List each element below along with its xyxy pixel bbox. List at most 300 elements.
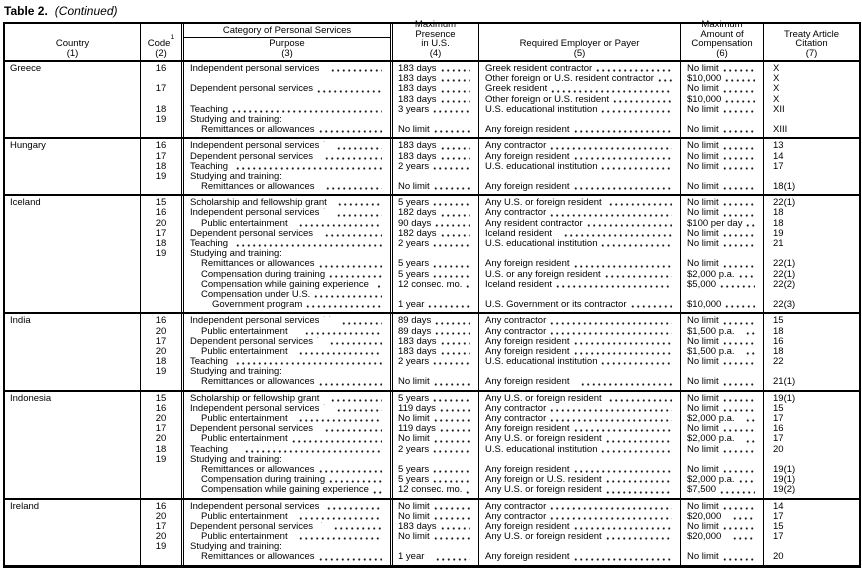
table-cell-line: 183 days bbox=[393, 141, 478, 151]
table-cell-line: Any contractor bbox=[479, 327, 680, 337]
country-spacer bbox=[5, 172, 140, 182]
column-purpose bbox=[184, 62, 393, 137]
table-cell-line: No limit bbox=[681, 394, 763, 404]
table-cell-line: Greek resident contractor bbox=[479, 64, 680, 74]
table-cell-line: 17 bbox=[773, 414, 784, 424]
dot-leader bbox=[439, 404, 470, 413]
country-spacer bbox=[5, 404, 140, 414]
dot-leader bbox=[612, 95, 672, 104]
table-cell-line: 17 bbox=[773, 511, 784, 522]
dot-leader bbox=[433, 502, 470, 511]
table-cell-line: Any foreign resident bbox=[479, 152, 680, 162]
column-code bbox=[141, 196, 184, 312]
dot-leader bbox=[732, 532, 755, 541]
dot-leader bbox=[745, 219, 755, 228]
code-value bbox=[141, 552, 181, 562]
table-cell-line: No limit bbox=[393, 512, 478, 522]
table-cell-line: 17 bbox=[773, 161, 784, 172]
code-value: 17 bbox=[155, 228, 167, 239]
table-cell-line: Public entertainment bbox=[184, 327, 390, 337]
country-spacer bbox=[5, 105, 140, 115]
table-cell-line: U.S. educational institution bbox=[479, 162, 680, 172]
table-cell-line: Any foreign resident bbox=[479, 337, 680, 347]
table-cell-line bbox=[764, 115, 859, 125]
column-compensation bbox=[681, 139, 764, 194]
code-value bbox=[141, 290, 181, 300]
country-spacer bbox=[5, 84, 140, 94]
header-label-line: (6) bbox=[716, 47, 728, 59]
dot-leader bbox=[722, 229, 755, 238]
table-cell-line: U.S. educational institution bbox=[479, 239, 680, 249]
table-cell-line bbox=[681, 115, 763, 125]
dot-leader bbox=[433, 532, 470, 541]
header-label-line: Maximum bbox=[414, 19, 457, 31]
table-cell-line: 21(1) bbox=[773, 377, 796, 388]
dot-leader bbox=[440, 152, 470, 161]
dot-leader bbox=[432, 475, 470, 484]
column-code bbox=[141, 139, 184, 194]
dot-leader bbox=[440, 208, 470, 217]
dot-leader bbox=[732, 512, 755, 521]
code-value: 19 bbox=[155, 454, 167, 465]
table-cell-line: 22(1) bbox=[773, 198, 796, 209]
dot-leader bbox=[605, 532, 672, 541]
header-label-line: (2) bbox=[155, 47, 167, 59]
dot-leader bbox=[722, 64, 755, 73]
table-cell-line: 183 days bbox=[393, 522, 478, 532]
table-cell-line: Any contractor bbox=[479, 512, 680, 522]
dot-leader bbox=[432, 162, 470, 171]
code-value: 16 bbox=[155, 64, 167, 74]
dot-leader bbox=[333, 522, 382, 531]
header-label-line: Treaty Article bbox=[783, 28, 840, 40]
table-cell-line: 14 bbox=[773, 501, 784, 512]
country-spacer bbox=[5, 115, 140, 125]
dot-leader bbox=[722, 152, 755, 161]
dot-leader bbox=[433, 434, 470, 443]
country-spacer bbox=[5, 512, 140, 522]
dot-leader bbox=[719, 280, 755, 289]
code-value bbox=[141, 74, 181, 84]
country-spacer bbox=[5, 239, 140, 249]
table-cell-line: $7,500 bbox=[681, 485, 763, 495]
column-compensation bbox=[681, 314, 764, 389]
dot-leader bbox=[440, 95, 470, 104]
table-cell-line: No limit bbox=[681, 84, 763, 94]
table-cell-line: Iceland resident bbox=[479, 229, 680, 239]
table-cell-line: XII bbox=[773, 104, 785, 115]
country-spacer bbox=[5, 208, 140, 218]
country-spacer bbox=[5, 485, 140, 495]
table-cell-line bbox=[764, 249, 859, 259]
country-spacer bbox=[5, 377, 140, 387]
dot-leader bbox=[745, 434, 755, 443]
column-employer bbox=[479, 392, 681, 498]
dot-leader bbox=[657, 74, 672, 83]
dot-leader bbox=[326, 502, 382, 511]
table-cell-line: U.S. Government or its contractor bbox=[479, 300, 680, 310]
dot-leader bbox=[324, 152, 382, 161]
code-value: 18 bbox=[155, 104, 167, 115]
dot-leader bbox=[328, 270, 382, 279]
table-cell-line bbox=[479, 290, 680, 300]
table-cell-line: No limit bbox=[681, 64, 763, 74]
country-spacer bbox=[5, 152, 140, 162]
dot-leader bbox=[376, 280, 382, 289]
table-cell-line: 12 consec. mo. bbox=[393, 280, 478, 290]
table-cell-line: 5 years bbox=[393, 465, 478, 475]
column-presence bbox=[393, 62, 479, 137]
table-cell-line: Any U.S. or foreign resident bbox=[479, 532, 680, 542]
country-spacer bbox=[5, 455, 140, 465]
country-block bbox=[5, 312, 859, 389]
dot-leader bbox=[432, 198, 470, 207]
code-value bbox=[141, 485, 181, 495]
table-cell-line: 1 year bbox=[393, 300, 478, 310]
dot-leader bbox=[722, 259, 755, 268]
header-code bbox=[141, 24, 184, 60]
dot-leader bbox=[440, 522, 470, 531]
country-spacer bbox=[5, 290, 140, 300]
table-cell-line: Studying and training: bbox=[190, 114, 282, 125]
dot-leader bbox=[465, 485, 470, 494]
table-cell-line: No limit bbox=[681, 229, 763, 239]
dot-leader bbox=[330, 394, 382, 403]
country-spacer bbox=[5, 475, 140, 485]
table-cell-line: Any foreign resident bbox=[479, 377, 680, 387]
table-cell-line bbox=[681, 455, 763, 465]
dot-leader bbox=[605, 485, 672, 494]
table-cell-line: 12 consec. mo. bbox=[393, 485, 478, 495]
dot-leader bbox=[298, 219, 382, 228]
dot-leader bbox=[298, 532, 382, 541]
table-cell-line: 2 years bbox=[393, 162, 478, 172]
table-cell-line bbox=[764, 172, 859, 182]
country-spacer bbox=[5, 182, 140, 192]
code-value: 20 bbox=[155, 511, 167, 522]
table-cell-line: Other foreign or U.S. resident contractor bbox=[479, 74, 680, 84]
table-cell-line: No limit bbox=[681, 198, 763, 208]
table-cell-line: 2 years bbox=[393, 239, 478, 249]
table-cell-line: Any contractor bbox=[479, 502, 680, 512]
country-name: Iceland bbox=[10, 198, 41, 209]
code-value: 20 bbox=[155, 346, 167, 357]
table-cell-line: 14 bbox=[773, 151, 784, 162]
table-cell-line: 183 days bbox=[393, 152, 478, 162]
dot-leader bbox=[722, 162, 755, 171]
table-cell-line: Government program bbox=[184, 300, 390, 310]
code-value: 17 bbox=[155, 424, 167, 435]
table-cell-line: $10,000 bbox=[681, 300, 763, 310]
table-cell-line: XIII bbox=[773, 125, 788, 136]
table-cell-line: U.S. educational institution bbox=[479, 445, 680, 455]
table-cell-line: Any U.S. or foreign resident bbox=[479, 485, 680, 495]
table-body bbox=[5, 62, 859, 565]
code-value bbox=[141, 475, 181, 485]
dot-leader bbox=[605, 475, 672, 484]
table-cell-line: 5 years bbox=[393, 394, 478, 404]
table-cell-line: No limit bbox=[393, 377, 478, 387]
dot-leader bbox=[549, 327, 672, 336]
dot-leader bbox=[573, 337, 673, 346]
dot-leader bbox=[440, 141, 470, 150]
table-cell-line: 19(2) bbox=[773, 485, 796, 496]
dot-leader bbox=[440, 84, 470, 93]
table-cell-line: 2 years bbox=[393, 357, 478, 367]
table-cell-line: Teaching bbox=[184, 105, 390, 115]
table-cell-line: Greek resident bbox=[479, 84, 680, 94]
table-cell-line: 19(1) bbox=[773, 475, 796, 486]
table-cell-line: 5 years bbox=[393, 259, 478, 269]
dot-leader bbox=[719, 485, 755, 494]
dot-leader bbox=[434, 316, 470, 325]
dot-leader bbox=[244, 445, 382, 454]
code-value: 19 bbox=[155, 114, 167, 125]
dot-leader bbox=[722, 141, 755, 150]
table-cell-line: $1,500 p.a. bbox=[681, 347, 763, 357]
column-country bbox=[5, 139, 141, 194]
dot-leader bbox=[600, 357, 672, 366]
dot-leader bbox=[573, 259, 673, 268]
dot-leader bbox=[372, 485, 382, 494]
table-cell-line: 89 days bbox=[393, 327, 478, 337]
table-cell-line: 119 days bbox=[393, 424, 478, 434]
table-cell-line: No limit bbox=[681, 259, 763, 269]
dot-leader bbox=[722, 198, 755, 207]
code-value: 20 bbox=[155, 434, 167, 445]
table-cell-line: No limit bbox=[681, 162, 763, 172]
country-spacer bbox=[5, 95, 140, 105]
table-cell-line: Independent personal services bbox=[184, 141, 390, 151]
dot-leader bbox=[433, 512, 470, 521]
table-cell-line bbox=[393, 249, 478, 259]
header-maximum-compensation bbox=[681, 19, 764, 60]
table-cell-line: Independent personal services bbox=[184, 64, 390, 74]
table-cell-line bbox=[479, 455, 680, 465]
column-purpose bbox=[184, 392, 393, 498]
table-cell-line: 16 bbox=[773, 424, 784, 435]
country-spacer bbox=[5, 434, 140, 444]
dot-leader bbox=[235, 357, 382, 366]
header-label-line: Compensation bbox=[691, 38, 753, 50]
table-title-number: Table 2. bbox=[4, 4, 48, 18]
country-spacer bbox=[5, 465, 140, 475]
country-spacer bbox=[5, 424, 140, 434]
column-treaty bbox=[764, 139, 859, 194]
table-cell-line: No limit bbox=[681, 337, 763, 347]
dot-leader bbox=[738, 475, 755, 484]
table-cell-line: Dependent personal services bbox=[184, 337, 390, 347]
dot-leader bbox=[291, 434, 382, 443]
header-label-line: Purpose bbox=[269, 38, 305, 50]
country-spacer bbox=[5, 327, 140, 337]
table-cell-line bbox=[681, 172, 763, 182]
dot-leader bbox=[722, 84, 755, 93]
table-cell-line: 183 days bbox=[393, 64, 478, 74]
table-cell-line: No limit bbox=[393, 434, 478, 444]
dot-leader bbox=[549, 208, 672, 217]
header-label-line: Required Employer or Payer bbox=[519, 38, 640, 50]
header-purpose bbox=[184, 38, 390, 60]
header-required-employer bbox=[479, 24, 681, 60]
code-value: 20 bbox=[155, 218, 167, 229]
dot-leader bbox=[298, 347, 382, 356]
header-country bbox=[5, 24, 141, 60]
table-cell-line: 17 bbox=[773, 434, 784, 445]
table-cell-line: U.S. educational institution bbox=[479, 105, 680, 115]
table-cell-line: Any foreign resident bbox=[479, 424, 680, 434]
dot-leader bbox=[722, 208, 755, 217]
dot-leader bbox=[432, 105, 470, 114]
table-cell-line: Public entertainment bbox=[184, 532, 390, 542]
dot-leader bbox=[604, 270, 672, 279]
table-header-row bbox=[5, 19, 859, 62]
dot-leader bbox=[722, 424, 755, 433]
dot-leader bbox=[580, 377, 672, 386]
header-category-of-personal-services bbox=[184, 24, 393, 60]
header-category-group-label: Category of Personal Services bbox=[184, 24, 390, 38]
table-cell-line: Studying and training: bbox=[190, 249, 282, 260]
code-value: 19 bbox=[155, 367, 167, 378]
table-cell-line: Dependent personal services bbox=[184, 522, 390, 532]
table-cell-line: 18 bbox=[773, 218, 784, 229]
country-name: Hungary bbox=[10, 141, 46, 152]
code-value: 17 bbox=[155, 151, 167, 162]
header-label-line: Code$^1$ bbox=[147, 34, 175, 50]
table-cell-line: $10,000 bbox=[681, 95, 763, 105]
dot-leader bbox=[325, 182, 382, 191]
table-cell-line: Studying and training: bbox=[190, 367, 282, 378]
table-cell-line: 19(1) bbox=[773, 393, 796, 404]
column-country bbox=[5, 314, 141, 389]
table-cell-line: 17 bbox=[773, 532, 784, 543]
dot-leader bbox=[235, 239, 382, 248]
dot-leader bbox=[722, 522, 755, 531]
table-cell-line: 89 days bbox=[393, 316, 478, 326]
country-spacer bbox=[5, 532, 140, 542]
table-cell-line: Any contractor bbox=[479, 141, 680, 151]
dot-leader bbox=[722, 394, 755, 403]
table-cell-line: Remittances or allowances bbox=[184, 259, 390, 269]
dot-leader bbox=[722, 125, 755, 134]
dot-leader bbox=[432, 259, 470, 268]
dot-leader bbox=[605, 434, 672, 443]
dot-leader bbox=[440, 229, 470, 238]
dot-leader bbox=[722, 502, 755, 511]
column-country bbox=[5, 392, 141, 498]
table-cell-line: 5 years bbox=[393, 475, 478, 485]
dot-leader bbox=[573, 152, 673, 161]
dot-leader bbox=[549, 316, 672, 325]
table-cell-line bbox=[681, 249, 763, 259]
table-cell-line: Dependent personal services bbox=[184, 84, 390, 94]
dot-leader bbox=[745, 414, 755, 423]
table-cell-line: 119 days bbox=[393, 404, 478, 414]
header-label-line: (4) bbox=[429, 47, 442, 59]
table-cell-line: Any contractor bbox=[479, 208, 680, 218]
dot-leader bbox=[549, 512, 672, 521]
table-cell-line: U.S. or any foreign resident bbox=[479, 270, 680, 280]
country-spacer bbox=[5, 259, 140, 269]
dot-leader bbox=[305, 300, 382, 309]
dot-leader bbox=[318, 465, 382, 474]
dot-leader bbox=[440, 337, 470, 346]
column-presence bbox=[393, 392, 479, 498]
table-cell-line bbox=[764, 367, 859, 377]
table-cell-line bbox=[393, 115, 478, 125]
country-spacer bbox=[5, 414, 140, 424]
dot-leader bbox=[549, 414, 672, 423]
column-code bbox=[141, 314, 184, 389]
column-purpose bbox=[184, 139, 393, 194]
dot-leader bbox=[427, 300, 470, 309]
table-cell-line: Compensation during training bbox=[184, 475, 390, 485]
table-cell-line bbox=[681, 367, 763, 377]
dot-leader bbox=[433, 182, 470, 191]
table-cell-line: No limit bbox=[681, 552, 763, 562]
table-cell-line: 183 days bbox=[393, 347, 478, 357]
dot-leader bbox=[722, 357, 755, 366]
table-cell-line: $2,000 p.a. bbox=[681, 414, 763, 424]
table-cell-line: Any foreign or U.S. resident bbox=[479, 475, 680, 485]
dot-leader bbox=[298, 414, 382, 423]
table-cell-line: 5 years bbox=[393, 270, 478, 280]
code-value bbox=[141, 125, 181, 135]
code-value bbox=[141, 300, 181, 310]
country-spacer bbox=[5, 74, 140, 84]
table-cell-line: Independent personal services bbox=[184, 404, 390, 414]
country-block bbox=[5, 390, 859, 498]
header-treaty-article bbox=[764, 24, 859, 60]
table-cell-line: Iceland resident bbox=[479, 280, 680, 290]
dot-leader bbox=[330, 64, 382, 73]
code-value: 17 bbox=[155, 84, 167, 95]
table-cell-line: Any contractor bbox=[479, 316, 680, 326]
table-cell-line: 22(1) bbox=[773, 259, 796, 270]
country-spacer bbox=[5, 280, 140, 290]
table-cell-line: No limit bbox=[681, 445, 763, 455]
table-cell-line: Dependent personal services bbox=[184, 424, 390, 434]
code-value: 16 bbox=[155, 501, 167, 512]
table-cell-line: Dependent personal services bbox=[184, 152, 390, 162]
table-cell-line: No limit bbox=[681, 105, 763, 115]
table-title-continued: (Continued) bbox=[54, 4, 118, 18]
table-cell-line: 183 days bbox=[393, 84, 478, 94]
code-value bbox=[141, 95, 181, 105]
table-cell-line: No limit bbox=[681, 208, 763, 218]
dot-leader bbox=[434, 327, 470, 336]
header-label-line: Amount of bbox=[700, 28, 744, 40]
table-cell-line: No limit bbox=[393, 502, 478, 512]
country-spacer bbox=[5, 522, 140, 532]
table-cell-line: 90 days bbox=[393, 219, 478, 229]
table-cell-line: No limit bbox=[681, 357, 763, 367]
column-country bbox=[5, 196, 141, 312]
table-cell-line: 16 bbox=[773, 336, 784, 347]
dot-leader bbox=[573, 522, 673, 531]
dot-leader bbox=[608, 198, 672, 207]
column-code bbox=[141, 392, 184, 498]
table-cell-line: Compensation while gaining experience bbox=[184, 280, 390, 290]
table-cell-line bbox=[393, 455, 478, 465]
table-cell-line bbox=[393, 542, 478, 552]
code-value: 18 bbox=[155, 161, 167, 172]
table-cell-line: No limit bbox=[681, 182, 763, 192]
table-cell-line: $10,000 bbox=[681, 74, 763, 84]
table-cell-line: Remittances or allowances bbox=[184, 125, 390, 135]
dot-leader bbox=[433, 125, 470, 134]
dot-leader bbox=[630, 300, 673, 309]
